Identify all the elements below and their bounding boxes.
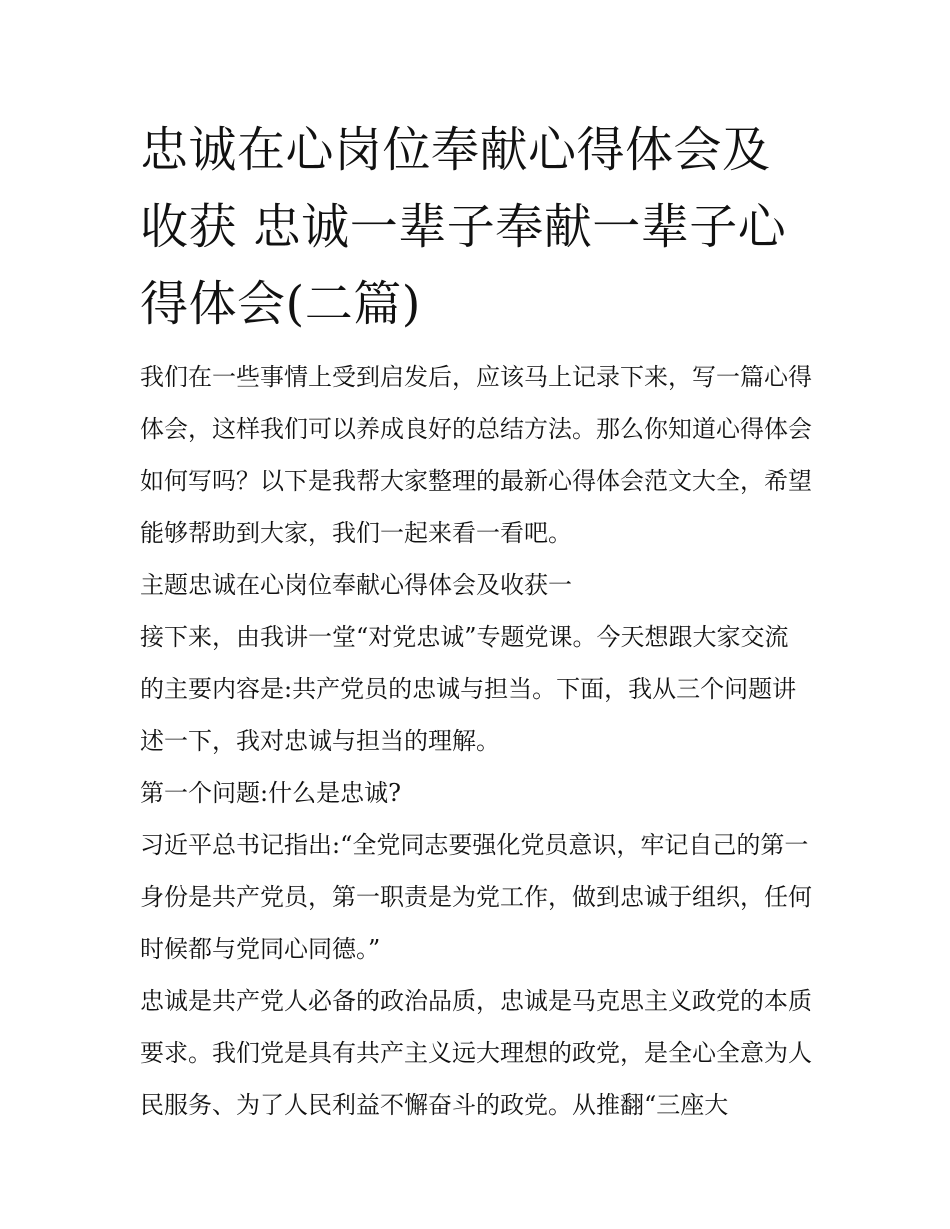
body-paragraph: 接下来，由我讲一堂“对党忠诚”专题党课。今天想跟大家交流的主要内容是:共产党员的忠诚与担当。下面，我从三个问题讲述一下，我对忠诚与担当的理解。 xyxy=(140,623,797,755)
body-paragraph: 忠诚是共产党人必备的政治品质，忠诚是马克思主义政党的本质要求。我们党是具有共产主义远大理想的政党，是全心全意为人民服务、为了人民利益不懈奋斗的政党。从推翻“三座大 xyxy=(140,987,812,1119)
question-heading: 第一个问题:什么是忠诚? xyxy=(140,779,401,807)
intro-paragraph: 我们在一些事情上受到启发后，应该马上记录下来，写一篇心得体会，这样我们可以养成良好的总结方法。那么你知道心得体会如何写吗？以下是我帮大家整理的最新心得体会范文大全，希望能够帮助到大家，我们一起来看一看吧。 xyxy=(140,363,812,547)
document-page xyxy=(140,112,812,1131)
section-heading: 主题忠诚在心岗位奉献心得体会及收获一 xyxy=(140,571,572,599)
document-title: 忠诚在心岗位奉献心得体会及收获 忠诚一辈子奉献一辈子心得体会(二篇) xyxy=(140,122,787,332)
quote-paragraph: 习近平总书记指出:“全党同志要强化党员意识，牢记自己的第一身份是共产党员，第一职责是为党工作，做到忠诚于组织，任何时候都与党同心同德。” xyxy=(140,831,812,963)
